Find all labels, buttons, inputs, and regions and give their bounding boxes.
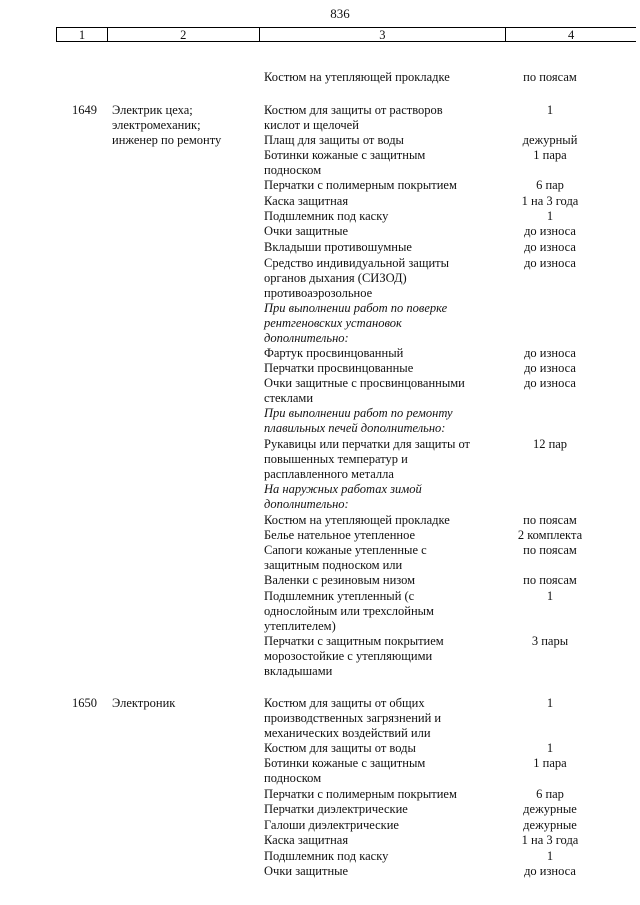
item-qty: до износа: [524, 346, 576, 360]
item-qty: 1: [546, 589, 554, 603]
section-heading: плавильных печей дополнительно:: [264, 421, 446, 435]
item-text: Подшлемник под каску: [264, 209, 389, 223]
item-text: Средство индивидуальной защиты: [264, 256, 450, 270]
item-qty: до износа: [524, 376, 576, 390]
section-heading: При выполнении работ по ремонту: [264, 406, 453, 420]
section-heading: рентгеновских установок: [264, 316, 402, 330]
item-qty: по поясам: [523, 70, 577, 84]
section-heading: дополнительно:: [264, 331, 349, 345]
section-heading: дополнительно:: [264, 497, 349, 511]
item-text: расплавленного металла: [264, 467, 394, 481]
item-qty: 1: [546, 209, 554, 223]
item-text: производственных загрязнений и: [264, 711, 442, 725]
item-text: стеклами: [264, 391, 314, 405]
section-heading: При выполнении работ по поверке: [264, 301, 448, 315]
item-text: Костюм для защиты от общих: [264, 696, 425, 710]
item-text: Белье нательное утепленное: [264, 528, 416, 542]
profession-line: Электроник: [112, 696, 176, 710]
item-text: Ботинки кожаные с защитным: [264, 756, 426, 770]
item-text: Фартук просвинцованный: [264, 346, 404, 360]
item-text: Вкладыши противошумные: [264, 240, 412, 254]
column-header-4: 4: [567, 28, 575, 42]
page-number: 836: [330, 6, 350, 21]
column-header-2: 2: [108, 28, 260, 41]
item-qty: по поясам: [523, 573, 577, 587]
item-qty: 1 пара: [533, 756, 567, 770]
item-qty: 2 комплекта: [517, 528, 583, 542]
item-qty: по поясам: [523, 513, 577, 527]
item-qty: дежурные: [523, 818, 577, 832]
item-qty: 1: [546, 103, 554, 117]
item-text: Очки защитные с просвинцованными: [264, 376, 465, 390]
item-text: Очки защитные: [264, 864, 349, 878]
item-text: Перчатки с защитным покрытием: [264, 634, 444, 648]
item-text: Каска защитная: [264, 833, 349, 847]
profession-line: Электрик цеха;: [112, 103, 193, 117]
item-qty: по поясам: [523, 543, 577, 557]
item-qty: до износа: [524, 361, 576, 375]
item-text: Каска защитная: [264, 194, 349, 208]
item-text: Перчатки с полимерным покрытием: [264, 178, 457, 192]
column-header-1: 1: [57, 28, 108, 41]
item-qty: 6 пар: [536, 178, 564, 192]
section-heading: На наружных работах зимой: [264, 482, 422, 496]
item-text: Валенки с резиновым низом: [264, 573, 416, 587]
profession-line: электромеханик;: [112, 118, 201, 132]
item-text: Костюм для защиты от растворов: [264, 103, 443, 117]
item-qty: 1: [546, 696, 554, 710]
item-qty: 6 пар: [536, 787, 564, 801]
profession-line: инженер по ремонту: [112, 133, 222, 147]
item-text: защитным подноском или: [264, 558, 403, 572]
item-text: Перчатки с полимерным покрытием: [264, 787, 457, 801]
column-header-3: 3: [260, 28, 507, 41]
item-qty: до износа: [524, 224, 576, 238]
item-text: Ботинки кожаные с защитным: [264, 148, 426, 162]
item-qty: 1 пара: [533, 148, 567, 162]
item-text: Плащ для защиты от воды: [264, 133, 404, 147]
item-qty: до износа: [524, 240, 576, 254]
item-qty: дежурный: [522, 133, 578, 147]
item-text: подноском: [264, 771, 322, 785]
column-header-row: [56, 27, 636, 42]
item-text: кислот и щелочей: [264, 118, 359, 132]
item-qty: дежурные: [523, 802, 577, 816]
item-text: утеплителем): [264, 619, 336, 633]
item-qty: 1: [546, 741, 554, 755]
item-text: вкладышами: [264, 664, 333, 678]
item-text: Сапоги кожаные утепленные с: [264, 543, 427, 557]
entry-number: 1649: [72, 103, 97, 117]
item-qty: 3 пары: [531, 634, 569, 648]
item-text: органов дыхания (СИЗОД): [264, 271, 407, 285]
item-qty: 1 на 3 года: [521, 833, 579, 847]
item-text: Очки защитные: [264, 224, 349, 238]
item-text: Перчатки просвинцованные: [264, 361, 414, 375]
item-qty: до износа: [524, 864, 576, 878]
item-text: Костюм на утепляющей прокладке: [264, 513, 450, 527]
item-text: Перчатки диэлектрические: [264, 802, 408, 816]
item-text: однослойным или трехслойным: [264, 604, 434, 618]
item-text: Костюм для защиты от воды: [264, 741, 416, 755]
item-qty: 12 пар: [532, 437, 568, 451]
item-text: механических воздействий или: [264, 726, 431, 740]
item-qty: 1: [546, 849, 554, 863]
item-text: Галоши диэлектрические: [264, 818, 399, 832]
item-qty: 1 на 3 года: [521, 194, 579, 208]
entry-number: 1650: [72, 696, 97, 710]
item-text: Рукавицы или перчатки для защиты от: [264, 437, 471, 451]
item-qty: до износа: [524, 256, 576, 270]
item-text: повышенных температур и: [264, 452, 408, 466]
item-text: подноском: [264, 163, 322, 177]
item-text: Подшлемник под каску: [264, 849, 389, 863]
item-text: Подшлемник утепленный (с: [264, 589, 415, 603]
item-text: Костюм на утепляющей прокладке: [264, 70, 450, 84]
item-text: морозостойкие с утепляющими: [264, 649, 433, 663]
item-text: противоаэрозольное: [264, 286, 373, 300]
